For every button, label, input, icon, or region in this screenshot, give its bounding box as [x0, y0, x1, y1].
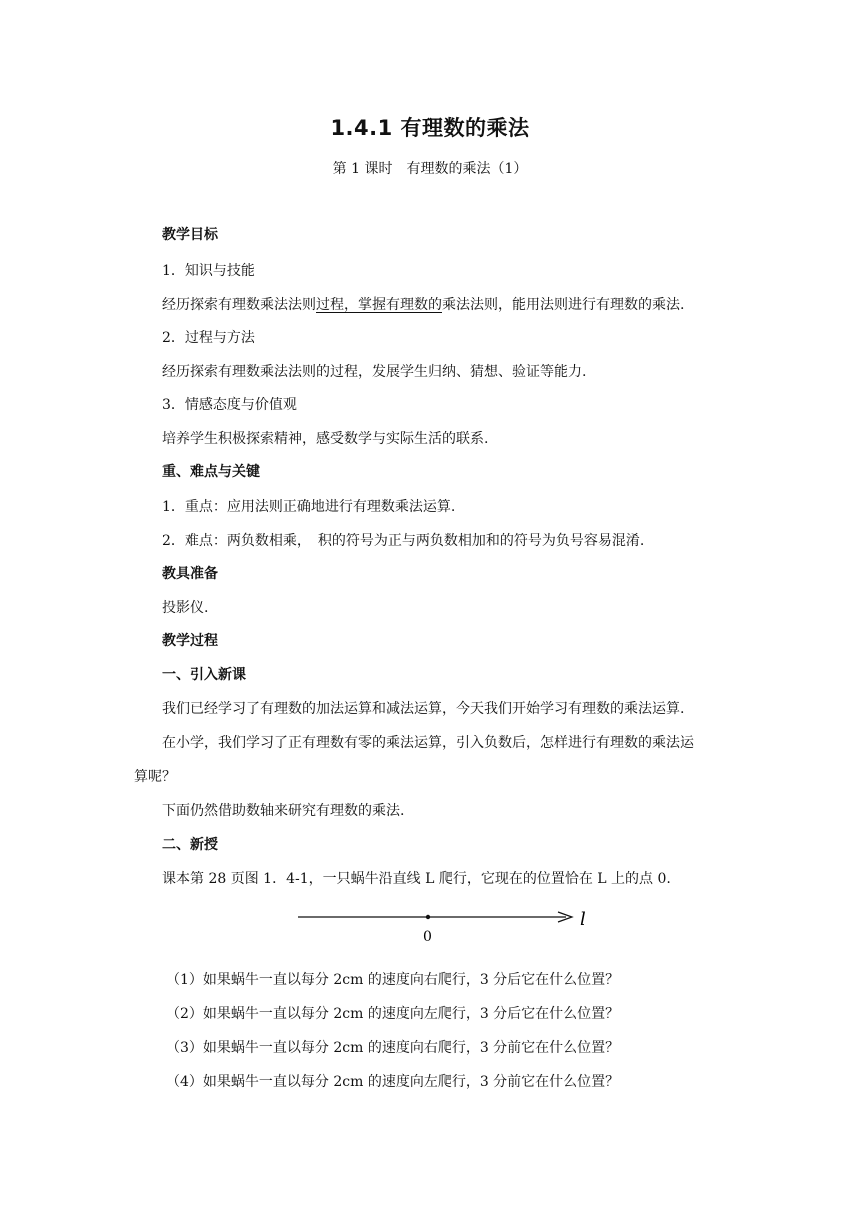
- question-1: （1）如果蜗牛一直以每分 2cm 的速度向右爬行，3 分后它在什么位置？: [166, 972, 620, 988]
- goal1-text-underlined: 过程，掌握有理数的: [316, 297, 442, 313]
- new-heading: 二、新授: [162, 837, 218, 853]
- number-line-figure: [290, 904, 610, 952]
- new-paragraph-1: 课本第 28 页图 1．4-1，一只蜗牛沿直线 L 爬行，它现在的位置恰在 L 上的点 0.: [162, 871, 671, 887]
- tools-heading: 教具准备: [162, 566, 218, 582]
- tools-text: 投影仪.: [162, 600, 209, 616]
- intro-paragraph-2-cont: 算呢？: [134, 769, 176, 785]
- line-label: l: [580, 909, 586, 930]
- goal3-heading: 3．情感态度与价值观: [162, 397, 297, 413]
- question-4: （4）如果蜗牛一直以每分 2cm 的速度向左爬行，3 分前它在什么位置？: [166, 1074, 620, 1090]
- key-point-1: 1．重点：应用法则正确地进行有理数乘法运算.: [162, 499, 456, 515]
- goals-heading: 教学目标: [162, 227, 218, 243]
- goal2-heading: 2．过程与方法: [162, 330, 255, 346]
- key-point-2: 2．难点：两负数相乘， 积的符号为正与两负数相加和的符号为负号容易混淆.: [162, 533, 645, 549]
- intro-paragraph-3: 下面仍然借助数轴来研究有理数的乘法.: [162, 803, 405, 819]
- intro-paragraph-2: 在小学，我们学习了正有理数有零的乘法运算，引入负数后，怎样进行有理数的乘法运: [162, 735, 694, 751]
- goal1-text-a: 经历探索有理数乘法法则: [162, 297, 316, 313]
- page-title: 1.4.1 有理数的乘法: [330, 116, 530, 140]
- question-3: （3）如果蜗牛一直以每分 2cm 的速度向右爬行，3 分前它在什么位置？: [166, 1040, 620, 1056]
- origin-label: 0: [423, 929, 432, 945]
- origin-point: [426, 915, 430, 919]
- page-subtitle: 第 1 课时 有理数的乘法（1）: [332, 161, 528, 177]
- key-heading: 重、难点与关键: [162, 464, 260, 480]
- goal1-heading: 1．知识与技能: [162, 263, 255, 279]
- intro-heading: 一、引入新课: [162, 667, 246, 683]
- goal2-text: 经历探索有理数乘法法则的过程，发展学生归纳、猜想、验证等能力.: [162, 364, 587, 380]
- goal3-text: 培养学生积极探索精神，感受数学与实际生活的联系.: [162, 431, 489, 447]
- goal1-text: [162, 294, 684, 314]
- process-heading: 教学过程: [162, 633, 218, 649]
- intro-paragraph-1: 我们已经学习了有理数的加法运算和减法运算，今天我们开始学习有理数的乘法运算.: [162, 701, 685, 717]
- question-2: （2）如果蜗牛一直以每分 2cm 的速度向左爬行，3 分后它在什么位置？: [166, 1006, 620, 1022]
- goal1-text-c: 乘法法则，能用法则进行有理数的乘法.: [442, 297, 685, 313]
